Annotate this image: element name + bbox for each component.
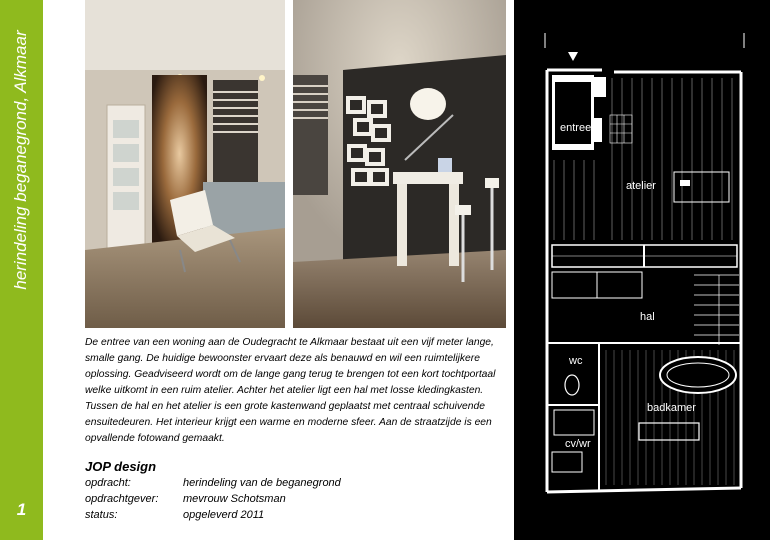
meta-label: opdrachtgever: <box>85 493 159 505</box>
meta-value: herindeling van de beganegrond <box>183 477 341 489</box>
plan-label-atelier: atelier <box>626 180 656 192</box>
plan-label-hal: hal <box>640 311 655 323</box>
north-arrow-icon <box>568 52 578 61</box>
project-description: De entree van een woning aan de Oudegracht te Alkmaar bestaat uit een vijf meter lange, smalle gang. De huidige bewoonster ervaart deze als benauwd en wil een ruimtelijkere oplossing. Geadviseerd wordt om de lange gang terug te brengen tot een kort tochtportaal welke uitkomt in een ruim atelier. Achter het atelier ligt een hal met losse kledingkasten. Tussen de hal en het atelier is een grote kastenwand geplaatst met centraal schuivende ensuitedeuren. Het interieur krijgt een warme en moderne sfeer. Aan de straatzijde is een opvallende fotowand gemaakt. <box>85 337 496 444</box>
page-number: 1 <box>16 500 27 519</box>
sidebar <box>0 0 43 540</box>
meta-label: status: <box>85 509 118 521</box>
floor-plan <box>514 0 770 540</box>
plan-label-entree: entree <box>560 122 592 134</box>
meta-label: opdracht: <box>85 477 131 489</box>
meta-row-opdracht <box>85 477 341 489</box>
meta-row-status <box>85 509 264 521</box>
company-name: JOP design <box>85 459 157 474</box>
plan-label-badkamer: badkamer <box>647 402 696 414</box>
plan-label-wc: wc <box>569 355 583 367</box>
plan-label-g: g <box>595 127 601 138</box>
meta-value: mevrouw Schotsman <box>183 493 286 505</box>
sidebar-title: herindeling beganegrond, Alkmaar <box>11 30 30 290</box>
photo-entrance <box>85 0 285 328</box>
photo-atelier <box>293 0 506 328</box>
meta-row-opdrachtgever <box>85 493 286 505</box>
plan-label-cvwr: cv/wr <box>565 438 591 450</box>
meta-value: opgeleverd 2011 <box>183 509 265 521</box>
